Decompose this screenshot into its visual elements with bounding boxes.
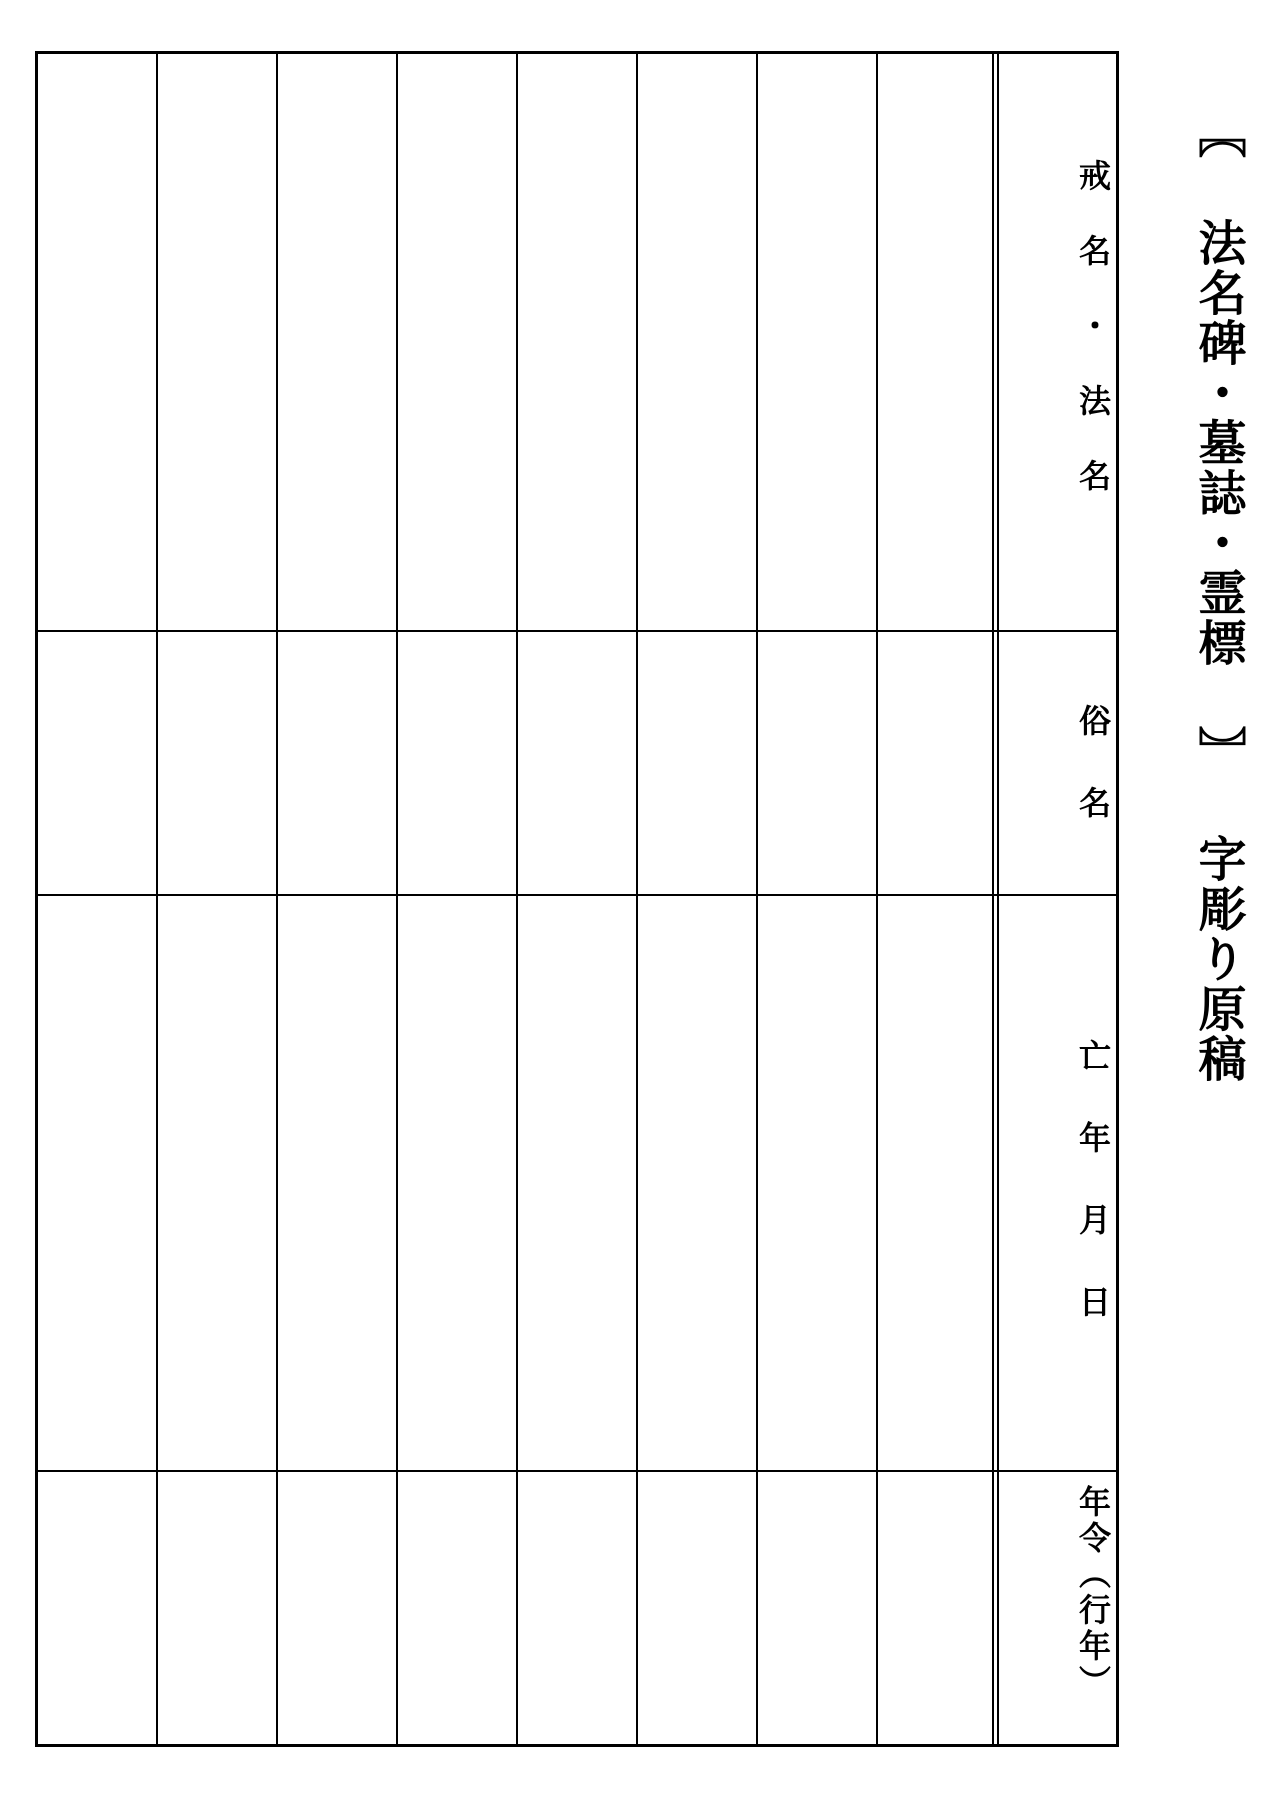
column-divider [516, 54, 518, 1744]
header-label-zokumyo: 俗名 [1074, 704, 1112, 868]
header-label-age: 年令（行年） [1074, 1485, 1112, 1701]
header-column [1000, 54, 1116, 1744]
column-divider [876, 54, 878, 1744]
row-divider [38, 1470, 1116, 1472]
column-divider [396, 54, 398, 1744]
header-column-divider [997, 54, 999, 1744]
header-column-divider [992, 54, 994, 1744]
column-divider [756, 54, 758, 1744]
column-divider [276, 54, 278, 1744]
row-divider [38, 630, 1116, 632]
inscription-form-table [35, 51, 1119, 1747]
header-label-kaimyo-homyo: 戒名・法名 [1074, 159, 1112, 534]
column-divider [636, 54, 638, 1744]
column-divider [156, 54, 158, 1744]
header-label-death-date: 亡年月日 [1074, 1039, 1112, 1367]
document-title: 〖 法名碑・墓誌・霊標 〗 字彫り原稿 [1190, 110, 1246, 1084]
row-divider [38, 894, 1116, 896]
